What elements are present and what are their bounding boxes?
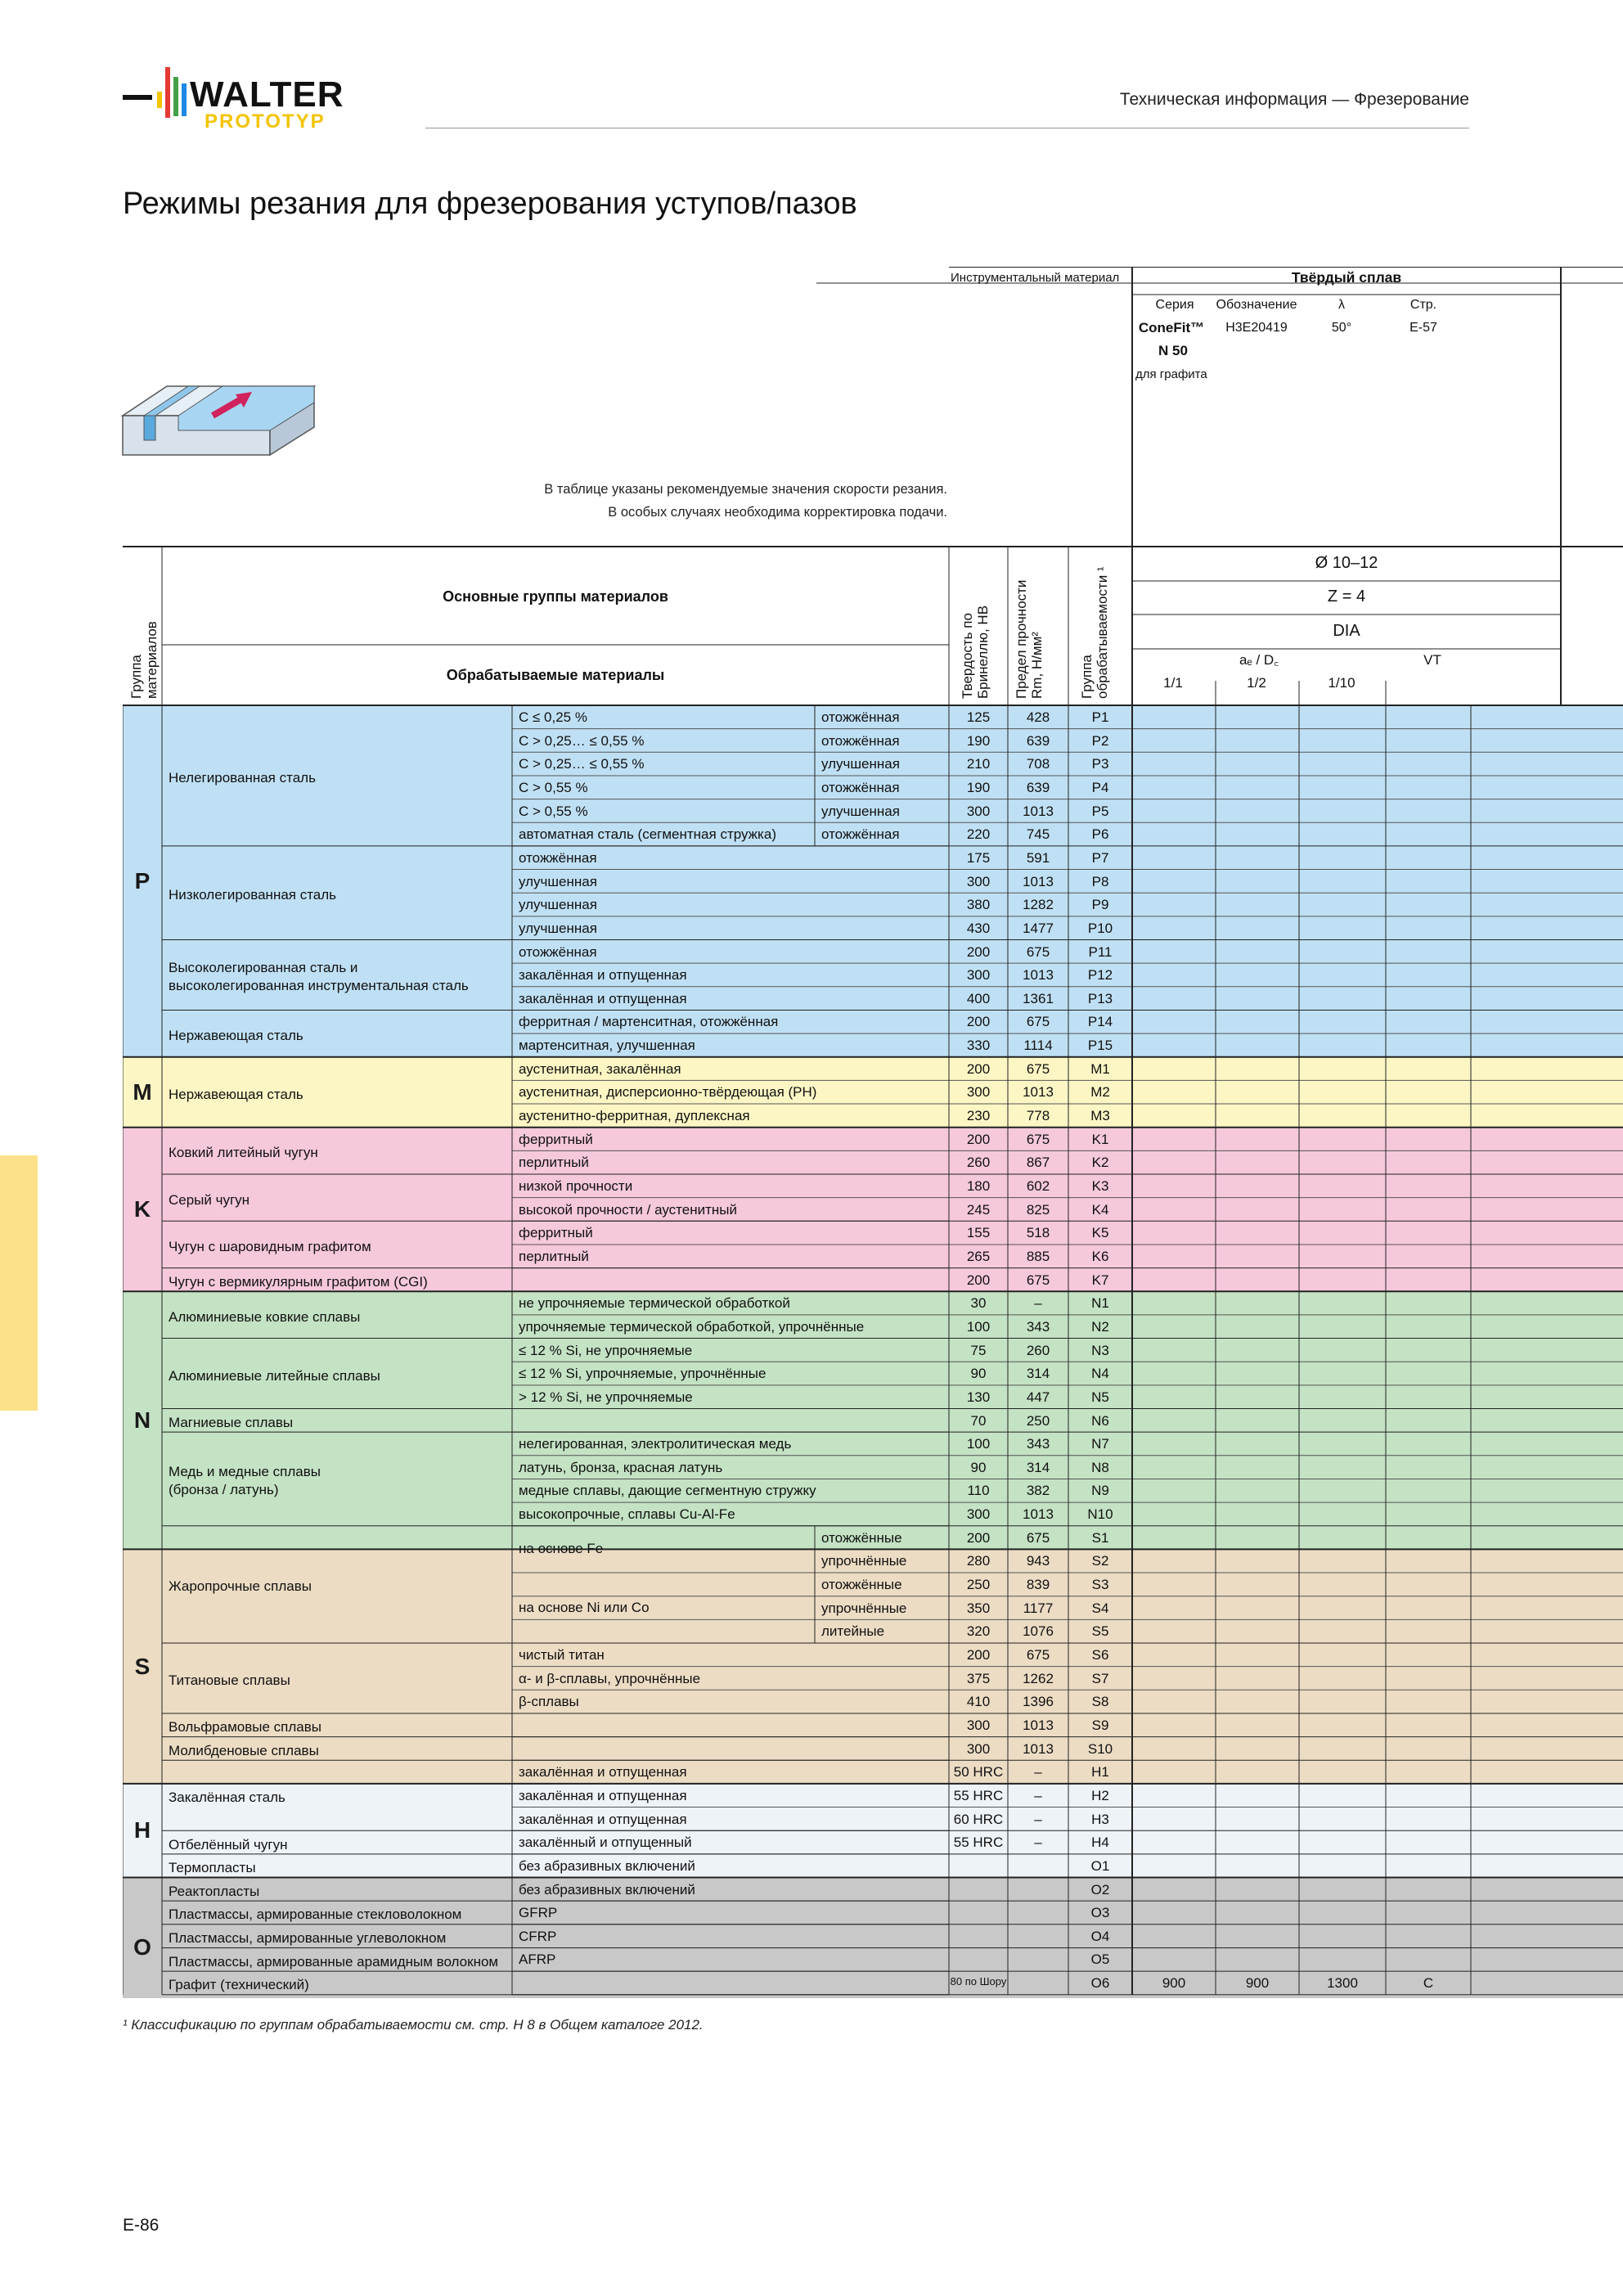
tool-header-1: Обозначение (1216, 298, 1297, 312)
row-material-23: перлитный (519, 1248, 589, 1264)
row-material-33: медные сплавы, дающие сегментную стружку (519, 1483, 816, 1499)
material-merge-0: на основе Fe (519, 1541, 604, 1557)
row-v2-54: 900 (1245, 1975, 1270, 1992)
tool-material-label: Инструментальный материал (951, 271, 1120, 285)
row-rm-45: – (1034, 1764, 1042, 1781)
row-group-28: N4 (1091, 1366, 1109, 1382)
row-hb-22: 155 (966, 1225, 991, 1241)
subgroup-1: Низколегированная сталь (169, 887, 337, 903)
row-material-15: аустенитная, закалённая (519, 1060, 681, 1077)
row-rm-15: 675 (1026, 1060, 1050, 1077)
row-rm-43: 1013 (1023, 1717, 1054, 1733)
row-group-31: N7 (1091, 1436, 1109, 1452)
subgroup-18: Отбелённый чугун (169, 1836, 288, 1853)
row-rm-24: 675 (1026, 1272, 1050, 1288)
header-group: Группа материалов (128, 621, 160, 699)
row-v3-54: 1300 (1327, 1975, 1358, 1992)
row-hb-15: 200 (966, 1060, 991, 1077)
row-rm-32: 314 (1026, 1459, 1050, 1475)
chapter-side-tab (0, 1155, 38, 1411)
row-condition-4: улучшенная (821, 803, 900, 819)
row-material-20: низкой прочности (519, 1178, 633, 1194)
row-material-22: ферритный (519, 1225, 593, 1241)
row-group-15: M1 (1090, 1060, 1110, 1077)
subgroup-23: Пластмассы, армированные арамидным волокном (169, 1953, 499, 1970)
row-hb-24: 200 (966, 1272, 991, 1288)
row-rm-1: 639 (1026, 732, 1050, 749)
row-rm-39: 1076 (1023, 1623, 1054, 1640)
row-hb-13: 200 (966, 1014, 991, 1030)
row-group-26: N2 (1091, 1318, 1109, 1335)
row-group-22: K5 (1091, 1225, 1109, 1241)
row-group-42: S8 (1091, 1694, 1109, 1710)
tool-header-0: Серия (1155, 298, 1194, 312)
row-rm-26: 343 (1026, 1318, 1050, 1335)
row-group-23: K6 (1091, 1248, 1109, 1264)
row-hb-44: 300 (966, 1740, 991, 1757)
row-group-0: P1 (1091, 709, 1109, 725)
row-condition-38: упрочнённые (821, 1600, 907, 1616)
tool-vt: VT (1423, 652, 1441, 668)
row-hb-11: 300 (966, 967, 991, 984)
subgroup-3: Нержавеющая сталь (169, 1028, 303, 1044)
row-material-49: без абразивных включений (519, 1857, 695, 1874)
tool-series: ConeFit™ (1138, 320, 1205, 335)
row-hb-39: 320 (966, 1623, 991, 1640)
row-material-6: отожжённая (519, 849, 597, 866)
row-rm-33: 382 (1026, 1483, 1050, 1499)
row-group-54: O6 (1090, 1975, 1110, 1992)
material-merge-1: на основе Ni или Co (519, 1600, 650, 1616)
group-letter-N: N (133, 1407, 151, 1433)
tool-dia: DIA (1333, 622, 1360, 640)
row-rm-8: 1282 (1023, 897, 1054, 913)
row-group-17: M3 (1090, 1108, 1110, 1124)
row-rm-14: 1114 (1023, 1038, 1053, 1054)
row-group-33: N9 (1091, 1483, 1109, 1499)
row-group-9: P10 (1087, 920, 1113, 936)
group-band-values-M (1132, 1057, 1623, 1128)
row-group-36: S2 (1091, 1553, 1109, 1569)
row-material-3: C > 0,55 % (519, 779, 588, 795)
row-material-19: перлитный (519, 1155, 589, 1171)
row-material-52: CFRP (519, 1928, 557, 1944)
row-group-38: S4 (1091, 1600, 1109, 1616)
row-rm-3: 639 (1026, 779, 1050, 795)
row-material-9: улучшенная (519, 920, 597, 936)
row-group-12: P13 (1087, 990, 1113, 1006)
row-material-17: аустенитно-ферритная, дуплексная (519, 1108, 750, 1124)
row-rm-21: 825 (1026, 1201, 1050, 1218)
row-material-8: улучшенная (519, 897, 597, 913)
row-rm-4: 1013 (1023, 803, 1054, 819)
row-hb-40: 200 (966, 1647, 991, 1663)
row-hb-42: 410 (966, 1694, 991, 1710)
subgroup-4: Нержавеющая сталь (169, 1086, 303, 1102)
subgroup-17: Закалённая сталь (169, 1790, 285, 1806)
row-hb-47: 60 HRC (953, 1811, 1004, 1827)
row-rm-19: 867 (1026, 1155, 1050, 1171)
row-rm-48: – (1034, 1835, 1042, 1851)
row-rm-22: 518 (1026, 1225, 1050, 1241)
ratio-1: 1/2 (1247, 675, 1266, 691)
row-group-20: K3 (1091, 1178, 1109, 1194)
row-condition-2: улучшенная (821, 756, 900, 772)
svg-text:WALTER: WALTER (190, 74, 344, 115)
header-strength: Предел прочности Rm, Н/мм² (1014, 579, 1045, 699)
row-hb-34: 300 (966, 1506, 991, 1523)
row-condition-0: отожжённая (821, 709, 900, 725)
subgroup-8: Чугун с вермикулярным графитом (CGI) (169, 1273, 428, 1290)
header-hardness: Твердость по Бринеллю, HB (960, 605, 991, 699)
row-hb-38: 350 (966, 1600, 991, 1616)
row-rm-25: – (1034, 1295, 1042, 1312)
row-hb-0: 125 (966, 709, 991, 725)
row-material-14: мартенситная, улучшенная (519, 1038, 695, 1054)
row-rm-31: 343 (1026, 1436, 1050, 1452)
row-rm-9: 1477 (1023, 920, 1054, 936)
row-material-0: C ≤ 0,25 % (519, 709, 587, 725)
row-rm-13: 675 (1026, 1014, 1050, 1030)
row-rm-34: 1013 (1023, 1506, 1054, 1523)
row-rm-40: 675 (1026, 1647, 1050, 1663)
row-hb-26: 100 (966, 1318, 991, 1335)
row-material-47: закалённая и отпущенная (519, 1811, 687, 1827)
row-group-19: K2 (1091, 1155, 1109, 1171)
subgroup-15: Вольфрамовые сплавы (169, 1719, 321, 1736)
row-material-40: чистый титан (519, 1647, 605, 1663)
subgroup-13: Жаропрочные сплавы (169, 1578, 312, 1595)
subgroup-19: Термопласты (169, 1860, 256, 1876)
group-letter-H: H (133, 1817, 151, 1844)
subgroup-10: Алюминиевые литейные сплавы (169, 1367, 380, 1384)
row-group-2: P3 (1091, 756, 1109, 772)
row-group-5: P6 (1091, 826, 1109, 843)
subgroup-20: Реактопласты (169, 1883, 260, 1899)
row-group-21: K4 (1091, 1201, 1109, 1218)
subgroup-5: Ковкий литейный чугун (169, 1145, 318, 1161)
row-hb-10: 200 (966, 943, 991, 960)
row-material-32: латунь, бронза, красная латунь (519, 1459, 723, 1475)
row-group-11: P12 (1087, 967, 1113, 984)
row-hb-29: 130 (966, 1389, 991, 1405)
ratio-2: 1/10 (1328, 675, 1355, 691)
row-material-12: закалённая и отпущенная (519, 990, 687, 1006)
row-material-16: аустенитная, дисперсионно-твёрдеющая (PH) (519, 1084, 817, 1101)
row-group-37: S3 (1091, 1577, 1109, 1593)
row-group-41: S7 (1091, 1670, 1109, 1686)
row-hb-2: 210 (966, 756, 991, 772)
row-rm-20: 602 (1026, 1178, 1050, 1194)
row-rm-46: – (1034, 1787, 1042, 1803)
row-group-16: M2 (1090, 1084, 1110, 1101)
row-group-3: P4 (1091, 779, 1109, 795)
row-rm-18: 675 (1026, 1131, 1050, 1147)
row-hb-12: 400 (966, 990, 991, 1006)
row-group-30: N6 (1091, 1412, 1109, 1429)
row-material-34: высокопрочные, сплавы Cu-Al-Fe (519, 1506, 735, 1523)
row-condition-37: отожжённые (821, 1577, 902, 1593)
tool-z: Z = 4 (1327, 588, 1366, 606)
row-rm-47: – (1034, 1811, 1042, 1827)
row-hb-17: 230 (966, 1108, 991, 1124)
row-rm-44: 1013 (1023, 1740, 1054, 1757)
row-rm-0: 428 (1026, 709, 1050, 725)
row-rm-17: 778 (1026, 1108, 1050, 1124)
group-band-values-K (1132, 1128, 1623, 1292)
header-mach-group: Группа обрабатываемости ¹ (1079, 566, 1110, 699)
cutting-data-table (123, 267, 1623, 1998)
row-material-28: ≤ 12 % Si, упрочняемые, упрочнённые (519, 1366, 767, 1382)
row-hb-35: 200 (966, 1529, 991, 1546)
row-hb-18: 200 (966, 1131, 991, 1147)
subgroup-12: Медь и медные сплавы (бронза / латунь) (169, 1464, 321, 1498)
row-group-24: K7 (1091, 1272, 1109, 1288)
row-rm-37: 839 (1026, 1577, 1050, 1593)
row-material-31: нелегированная, электролитическая медь (519, 1436, 792, 1452)
row-material-4: C > 0,55 % (519, 803, 588, 819)
row-group-27: N3 (1091, 1342, 1109, 1358)
row-group-49: O1 (1090, 1857, 1110, 1874)
row-material-27: ≤ 12 % Si, не упрочняемые (519, 1342, 693, 1358)
row-hb-45: 50 HRC (953, 1764, 1004, 1781)
row-condition-35: отожжённые (821, 1529, 902, 1546)
row-group-7: P8 (1091, 873, 1109, 889)
row-condition-3: отожжённая (821, 779, 900, 795)
row-hb-8: 380 (966, 897, 991, 913)
row-rm-23: 885 (1026, 1248, 1050, 1264)
row-hb-6: 175 (966, 849, 991, 866)
tool-ae-dc: aₑ / D꜀ (1239, 652, 1279, 668)
group-letter-M: M (133, 1078, 152, 1105)
row-group-18: K1 (1091, 1131, 1109, 1147)
row-group-13: P14 (1087, 1014, 1113, 1030)
row-hb-5: 220 (966, 826, 991, 843)
row-rm-2: 708 (1026, 756, 1050, 772)
page-number: E-86 (123, 2216, 160, 2235)
note-line-2: В особых случаях необходима корректировка подачи. (608, 505, 947, 520)
row-rm-7: 1013 (1023, 873, 1054, 889)
row-group-47: H3 (1091, 1811, 1109, 1827)
row-material-42: β-сплавы (519, 1694, 579, 1710)
tool-page: E-57 (1409, 321, 1437, 335)
row-condition-1: отожжённая (821, 732, 900, 749)
row-rm-6: 591 (1026, 849, 1050, 866)
row-material-48: закалённый и отпущенный (519, 1835, 692, 1851)
footnote: ¹ Классификацию по группам обрабатываемости см. стр. H 8 в Общем каталоге 2012. (123, 2017, 704, 2033)
row-material-11: закалённая и отпущенная (519, 967, 687, 984)
row-rm-16: 1013 (1023, 1084, 1054, 1101)
row-hb-1: 190 (966, 732, 991, 749)
row-rm-29: 447 (1026, 1389, 1050, 1405)
row-rm-36: 943 (1026, 1553, 1050, 1569)
table-grid (123, 267, 1623, 1998)
group-band-values-N (1132, 1291, 1623, 1549)
row-hb-41: 375 (966, 1670, 991, 1686)
row-group-35: S1 (1091, 1529, 1109, 1546)
row-material-41: α- и β-сплавы, упрочнённые (519, 1670, 701, 1686)
row-rm-41: 1262 (1023, 1670, 1054, 1686)
row-hb-20: 180 (966, 1178, 991, 1194)
row-hb-14: 330 (966, 1038, 991, 1054)
row-material-7: улучшенная (519, 873, 597, 889)
row-group-4: P5 (1091, 803, 1109, 819)
row-hb-4: 300 (966, 803, 991, 819)
row-material-29: > 12 % Si, не упрочняемые (519, 1389, 693, 1405)
row-group-1: P2 (1091, 732, 1109, 749)
row-material-5: автоматная сталь (сегментная стружка) (519, 826, 776, 843)
row-hb-9: 430 (966, 920, 991, 936)
row-group-39: S5 (1091, 1623, 1109, 1640)
row-group-6: P7 (1091, 849, 1109, 866)
row-hb-37: 250 (966, 1577, 991, 1593)
row-group-29: N5 (1091, 1389, 1109, 1405)
group-band-values-O (1132, 1878, 1623, 1999)
row-group-50: O2 (1090, 1881, 1110, 1898)
row-rm-38: 1177 (1023, 1600, 1054, 1616)
tool-usage: для графита (1135, 367, 1207, 381)
subgroup-21: Пластмассы, армированные стекловолокном (169, 1907, 462, 1923)
tool-header-3: Стр. (1409, 298, 1437, 312)
row-material-13: ферритная / мартенситная, отожжённая (519, 1014, 779, 1030)
row-condition-36: упрочнённые (821, 1553, 907, 1569)
row-group-8: P9 (1091, 897, 1109, 913)
section-title: Техническая информация — Фрезерование (1119, 90, 1469, 109)
row-hb-3: 190 (966, 779, 991, 795)
subgroup-9: Алюминиевые ковкие сплавы (169, 1308, 361, 1325)
row-condition-5: отожжённая (821, 826, 900, 843)
row-hb-36: 280 (966, 1553, 991, 1569)
row-rm-10: 675 (1026, 943, 1050, 960)
row-hb-33: 110 (967, 1483, 990, 1499)
row-material-45: закалённая и отпущенная (519, 1764, 687, 1781)
row-material-10: отожжённая (519, 943, 597, 960)
group-letter-S: S (134, 1653, 151, 1679)
row-group-43: S9 (1091, 1717, 1109, 1733)
row-group-44: S10 (1087, 1740, 1113, 1757)
row-rm-11: 1013 (1023, 967, 1054, 984)
group-letter-K: K (133, 1195, 151, 1222)
svg-text:PROTOTYP: PROTOTYP (205, 110, 326, 133)
row-hb-27: 75 (970, 1342, 987, 1358)
row-material-46: закалённая и отпущенная (519, 1787, 687, 1803)
row-hb-23: 265 (966, 1248, 991, 1264)
row-hb-31: 100 (966, 1436, 991, 1452)
group-letter-P: P (134, 867, 151, 894)
row-vt-54: C (1423, 1975, 1434, 1992)
row-group-14: P15 (1087, 1038, 1113, 1054)
page-title: Режимы резания для фрезерования уступов/пазов (123, 187, 857, 221)
tool-material: Твёрдый сплав (1291, 269, 1402, 286)
row-hb-54: 80 по Шору (950, 1975, 1007, 1988)
row-material-2: C > 0,25… ≤ 0,55 % (519, 756, 645, 772)
ratio-0: 1/1 (1163, 675, 1183, 691)
row-rm-5: 745 (1026, 826, 1050, 843)
subgroup-24: Графит (технический) (169, 1977, 309, 1993)
subgroup-2: Высоколегированная сталь и высоколегированная инструментальная сталь (169, 960, 469, 994)
row-group-48: H4 (1091, 1835, 1109, 1851)
header-materials: Обрабатываемые материалы (446, 667, 665, 683)
row-material-25: не упрочняемые термической обработкой (519, 1295, 790, 1312)
row-hb-25: 30 (970, 1295, 987, 1312)
subgroup-14: Титановые сплавы (169, 1672, 290, 1688)
subgroup-6: Серый чугун (169, 1191, 250, 1208)
tool-lambda: 50° (1331, 321, 1352, 335)
row-group-25: N1 (1091, 1295, 1109, 1312)
row-rm-42: 1396 (1023, 1694, 1054, 1710)
row-group-46: H2 (1091, 1787, 1109, 1803)
tool-header-2: λ (1338, 298, 1345, 312)
group-letter-O: O (133, 1934, 151, 1961)
subgroup-7: Чугун с шаровидным графитом (169, 1238, 371, 1254)
row-condition-39: литейные (821, 1623, 885, 1640)
row-hb-16: 300 (966, 1084, 991, 1101)
row-hb-48: 55 HRC (953, 1835, 1004, 1851)
row-hb-43: 300 (966, 1717, 991, 1733)
row-rm-35: 675 (1026, 1529, 1050, 1546)
row-rm-30: 250 (1026, 1412, 1050, 1429)
subgroup-11: Магниевые сплавы (169, 1414, 294, 1430)
row-group-45: H1 (1091, 1764, 1109, 1781)
tool-diameter: Ø 10–12 (1315, 554, 1378, 572)
row-hb-21: 245 (966, 1201, 991, 1218)
row-material-50: без абразивных включений (519, 1881, 695, 1898)
note-line-1: В таблице указаны рекомендуемые значения скорости резания. (544, 482, 947, 497)
row-group-51: O3 (1090, 1905, 1110, 1921)
header-main-groups: Основные группы материалов (443, 588, 668, 605)
row-hb-28: 90 (970, 1366, 987, 1382)
tool-designation: H3E20419 (1225, 321, 1288, 335)
row-group-52: O4 (1090, 1928, 1110, 1944)
row-group-10: P11 (1088, 943, 1113, 960)
tool-series-2: N 50 (1158, 343, 1188, 358)
row-rm-28: 314 (1026, 1366, 1050, 1382)
row-hb-46: 55 HRC (953, 1787, 1004, 1803)
row-material-26: упрочняемые термической обработкой, упрочнённые (519, 1318, 865, 1335)
subgroup-22: Пластмассы, армированные углеволокном (169, 1930, 447, 1947)
group-band-values-P (1132, 705, 1623, 1057)
subgroup-0: Нелегированная сталь (169, 769, 316, 786)
row-v1-54: 900 (1162, 1975, 1186, 1992)
walter-prototyp-logo (123, 59, 401, 133)
subgroup-16: Молибденовые сплавы (169, 1742, 319, 1758)
row-hb-7: 300 (966, 873, 991, 889)
row-material-53: AFRP (519, 1952, 556, 1968)
row-material-1: C > 0,25… ≤ 0,55 % (519, 732, 645, 749)
row-hb-32: 90 (970, 1459, 987, 1475)
row-group-53: O5 (1090, 1952, 1110, 1968)
row-material-51: GFRP (519, 1905, 558, 1921)
row-rm-27: 260 (1026, 1342, 1050, 1358)
row-material-18: ферритный (519, 1131, 593, 1147)
row-hb-19: 260 (966, 1155, 991, 1171)
row-group-40: S6 (1091, 1647, 1109, 1663)
row-material-21: высокой прочности / аустенитный (519, 1201, 737, 1218)
row-group-34: N10 (1087, 1506, 1113, 1523)
row-rm-12: 1361 (1023, 990, 1054, 1006)
row-hb-30: 70 (970, 1412, 987, 1429)
row-group-32: N8 (1091, 1459, 1109, 1475)
